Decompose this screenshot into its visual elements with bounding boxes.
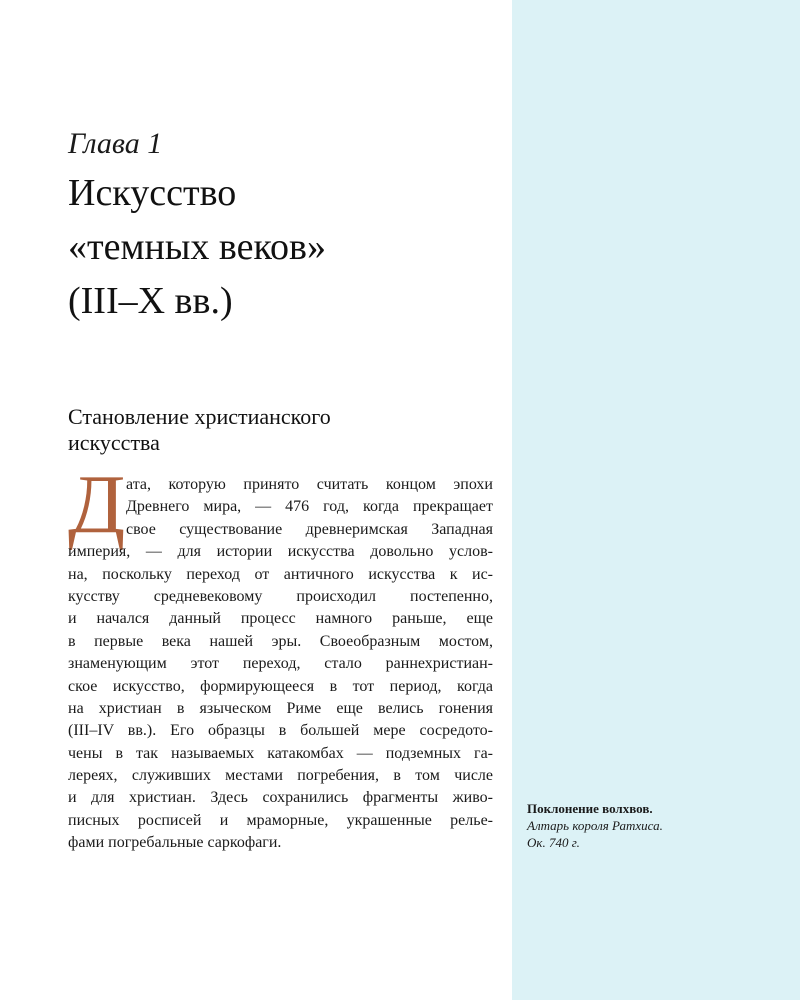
- figure-caption: [527, 800, 777, 851]
- body-line: лереях, служивших местами погребения, в том числе: [68, 767, 493, 785]
- caption-title: Поклонение волхвов.: [527, 801, 653, 816]
- caption-line: Ок. 740 г.: [527, 835, 580, 850]
- body-line: фами погребальные саркофаги.: [68, 834, 282, 852]
- body-line: ата, которую принято считать концом эпохи: [126, 476, 493, 493]
- body-line: империя, — для истории искусства довольно услов-: [68, 543, 493, 561]
- body-line: на христиан в языческом Риме еще велись гонения: [68, 699, 493, 717]
- body-line: кусству средневековому происходил постепенно,: [68, 587, 493, 605]
- body-paragraph: [68, 474, 493, 855]
- section-heading: Становление христианского искусства: [68, 404, 331, 455]
- body-line: в первые века нашей эры. Своеобразным мостом,: [68, 632, 493, 650]
- body-line: свое существование древнеримская Западная: [126, 520, 493, 538]
- body-line: (III–IV вв.). Его образцы в большей мере сосредото-: [68, 722, 493, 740]
- chapter-title: Искусство «темных веков» (III–X вв.): [68, 172, 326, 322]
- body-line: и для христиан. Здесь сохранились фрагменты живо-: [68, 789, 493, 807]
- body-line: чены в так называемых катакомбах — подземных га-: [68, 744, 493, 762]
- body-line: ское искусство, формирующееся в тот период, когда: [68, 677, 493, 695]
- body-line: Древнего мира, — 476 год, когда прекращает: [126, 498, 493, 516]
- body-line: на, поскольку переход от античного искусства к ис-: [68, 565, 493, 583]
- body-line: и начался данный процесс намного раньше, еще: [68, 610, 493, 628]
- drop-cap: Д: [68, 458, 126, 551]
- body-line: писных росписей и мраморные, украшенные релье-: [68, 811, 493, 829]
- body-line: знаменующим этот переход, стало раннехристиан-: [68, 655, 493, 673]
- caption-line: Алтарь короля Ратхиса.: [527, 818, 663, 833]
- chapter-label: Глава 1: [68, 127, 163, 160]
